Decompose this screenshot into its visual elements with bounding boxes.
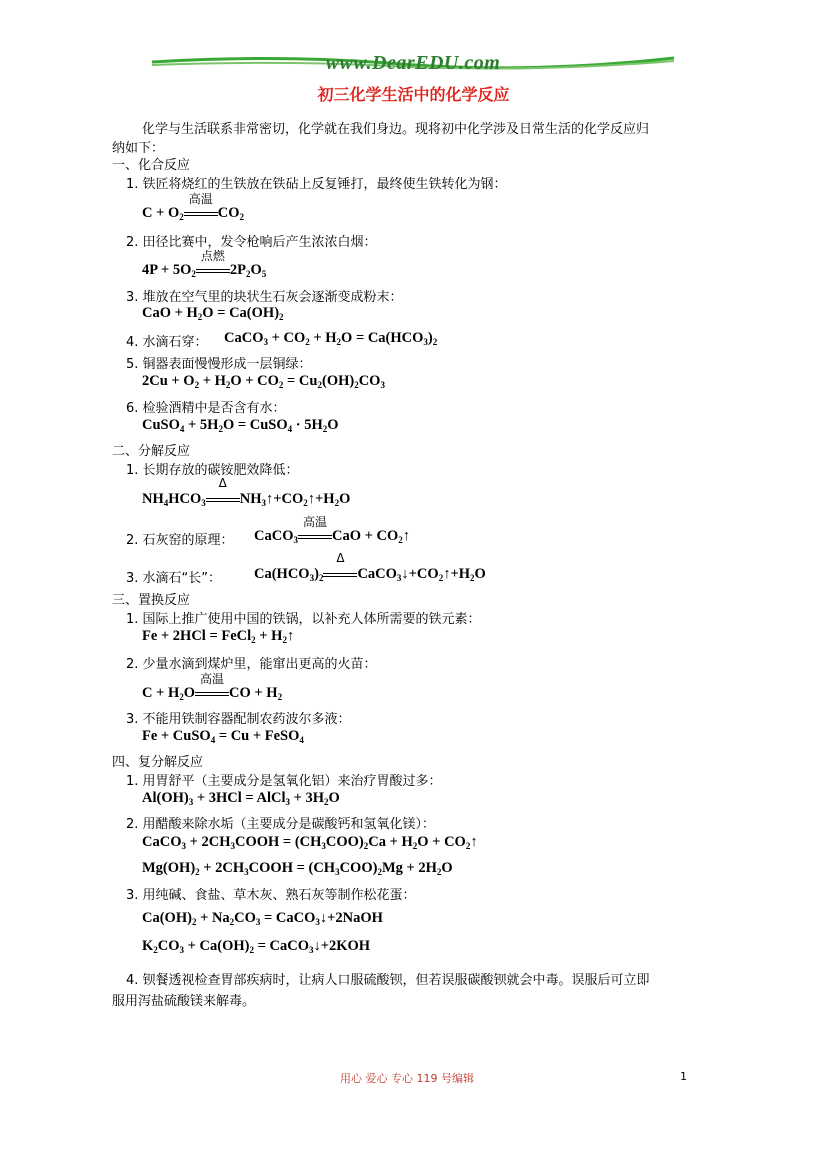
reaction-condition: 点燃 [196,262,230,279]
reaction-condition: Δ [323,566,357,583]
item-text: 服用泻盐硫酸镁来解毒。 [112,994,256,1009]
equation: CaCO$_3$ 高温 CaO + $CO_2↑$ [254,515,410,545]
site-name: www.DearEDU.com [325,52,501,74]
equation: $C + O_2$ 高温 $CO_2$ [142,192,245,222]
item-text: 4. 钡餐透视检查胃部疾病时，让病人口服硫酸钡，但若误服碳酸钡就会中毒。误服后可立即 [126,973,650,988]
intro-line: 化学与生活联系非常密切，化学就在我们身边。现将初中化学涉及日常生活的化学反应归 [142,122,650,137]
equation: Fe + 2HCl = FeCl$_2$ + $H_2↑$ [142,628,295,645]
footer-note: 用心 爱心 专心 119 号编辑 [340,1072,474,1085]
page-title: 初三化学生活中的化学反应 [317,85,510,104]
equation: $4P + 5O_2$ 点燃 $2P_2O_5$ [142,249,267,279]
item-text: 1. 长期存放的碳铵肥效降低： [126,463,299,478]
item-text: 3. 水滴石“长”： [126,571,222,586]
reaction-condition: Δ [206,491,240,508]
item-text: 1. 铁匠将烧红的生铁放在铁砧上反复锤打，最终使生铁转化为钢： [126,177,507,192]
equation: $NH_4HCO_3$ Δ $NH_3↑+CO_2↑+H_2O$ [142,476,351,508]
equation: $K_2CO_3 + Ca(OH)_2$ = CaCO$_3$↓+2KOH [142,938,371,955]
equation: CuSO$_4$ + $5H_2O$ = CuSO$_4$ · $5H_2O$ [142,417,339,434]
section-heading: 二、分解反应 [112,444,191,459]
item-text: 5. 铜器表面慢慢形成一层铜绿： [126,357,312,372]
item-text: 2. 石灰窑的原理： [126,533,234,548]
section-heading: 四、复分解反应 [112,755,204,770]
section-heading: 三、置换反应 [112,593,191,608]
intro-line: 纳如下： [112,141,165,156]
item-text: 2. 少量水滴到煤炉里，能窜出更高的火苗： [126,657,377,672]
reaction-condition: 高温 [195,685,229,702]
item-text: 2. 用醋酸来除水垢（主要成分是碳酸钙和氢氧化镁）： [126,817,436,832]
item-text: 6. 检验酒精中是否含有水： [126,401,286,416]
equation: $Ca(OH)_2 + Na_2CO_3$ = CaCO$_3$↓+2NaOH [142,910,383,927]
reaction-condition: 高温 [184,205,218,222]
equation: CaCO$_3$ + $2CH_3COOH = (CH_3COO)_2Ca + H_2O$ + $CO_2↑$ [142,834,478,851]
item-text: 4. 水滴石穿： [126,335,208,350]
equation: $Al(OH)_3 + 3HCl$ = AlCl$_3$ + $3H_2O$ [142,790,340,807]
equation: $Ca(HCO_3)_2$ Δ $CaCO_3↓+CO_2↑+H_2O$ [254,551,486,583]
equation: CaO + $H_2O = Ca(OH)_2$ [142,305,284,322]
item-text: 3. 用纯碱、食盐、草木灰、熟石灰等制作松花蛋： [126,888,416,903]
item-text: 1. 国际上推广使用中国的铁锅，以补充人体所需要的铁元素： [126,612,481,627]
item-text: 2. 田径比赛中，发令枪响后产生浓浓白烟： [126,235,377,250]
equation: CaCO$_3$ + $CO_2 + H_2O = Ca(HCO_3)_2$ [224,330,438,347]
section-heading: 一、化合反应 [112,158,191,173]
equation: $C + H_2O$ 高温 CO + $H_2$ [142,672,283,702]
item-text: 3. 堆放在空气里的块状生石灰会逐渐变成粉末： [126,290,403,305]
site-header [150,52,676,76]
equation: $2Cu + O_2 + H_2O + CO_2 = Cu_2(OH)_2CO_3$ [142,373,385,390]
equation: $Mg(OH)_2$ + $2CH_3COOH = (CH_3COO)_2Mg + 2H_2O$ [142,860,453,877]
page-number: 1 [680,1070,687,1083]
equation: Fe + CuSO$_4$ = Cu + FeSO$_4$ [142,728,304,745]
item-text: 1. 用胃舒平（主要成分是氢氧化铝）来治疗胃酸过多： [126,774,442,789]
item-text: 3. 不能用铁制容器配制农药波尔多液： [126,712,351,727]
reaction-condition: 高温 [298,528,332,545]
